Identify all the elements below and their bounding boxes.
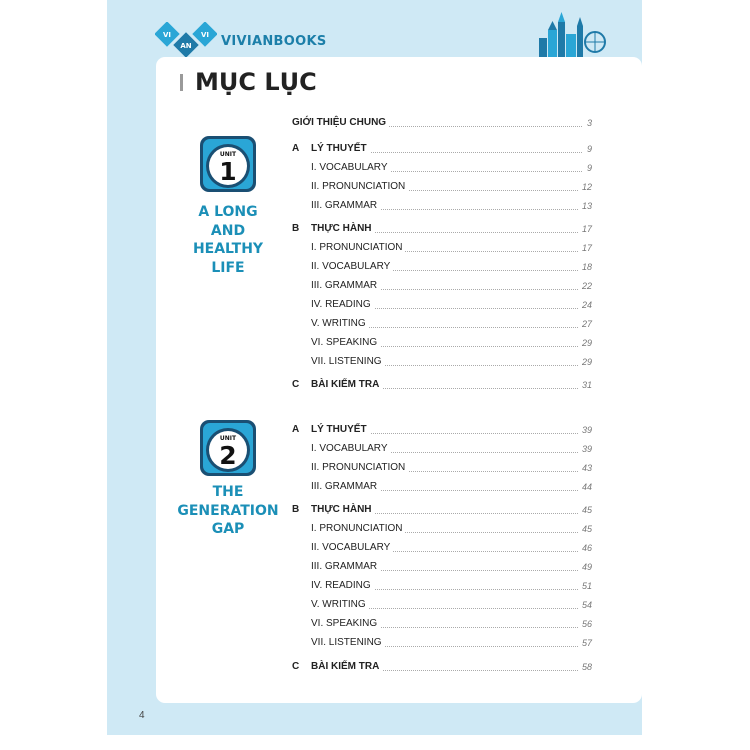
toc-entry-label: II. PRONUNCIATION — [311, 462, 408, 474]
toc-item-row[interactable] — [292, 599, 592, 611]
title-accent-bar — [180, 74, 183, 91]
unit-1-title-line: A LONG — [198, 204, 258, 220]
section-letter: B — [292, 223, 300, 234]
unit-1-number: 1 — [219, 157, 237, 186]
page-number: 4 — [139, 710, 145, 721]
toc-page-number: 3 — [584, 117, 592, 129]
toc-page-number: 57 — [579, 637, 592, 649]
toc-page-number: 56 — [579, 618, 592, 630]
logo-letters-3: VI — [200, 31, 210, 39]
toc-item-row[interactable] — [292, 181, 592, 193]
toc-entry-label: V. WRITING — [311, 318, 369, 330]
toc-page-number: 9 — [584, 143, 592, 155]
toc-page-number: 43 — [579, 462, 592, 474]
toc-entry-label: III. GRAMMAR — [311, 481, 380, 493]
unit-2-title — [168, 483, 288, 539]
toc-entry-label: II. PRONUNCIATION — [311, 181, 408, 193]
toc-page-number: 44 — [579, 481, 592, 493]
toc-entry-label: VI. SPEAKING — [311, 618, 380, 630]
toc-page-number: 51 — [579, 580, 592, 592]
toc-entry-label: VII. LISTENING — [311, 637, 385, 649]
unit-1-title-line: HEALTHY — [192, 241, 264, 257]
toc-item-row[interactable] — [292, 299, 592, 311]
toc-entry-label: THỰC HÀNH — [311, 223, 375, 235]
toc-entry-label: III. GRAMMAR — [311, 200, 380, 212]
toc-page-number: 31 — [579, 379, 592, 391]
toc-entry-label: BÀI KIỂM TRA — [311, 379, 382, 391]
toc-page-number: 29 — [579, 337, 592, 349]
toc-page-number: 39 — [579, 443, 592, 455]
toc-item-row[interactable] — [292, 162, 592, 174]
unit-2-label: UNIT — [219, 435, 237, 442]
toc-entry-label: II. VOCABULARY — [311, 261, 393, 273]
toc-section-row[interactable] — [292, 379, 592, 391]
section-letter: C — [292, 379, 300, 390]
toc-entry-label: THỰC HÀNH — [311, 504, 375, 516]
toc-item-row[interactable] — [292, 561, 592, 573]
toc-item-row[interactable] — [292, 356, 592, 368]
brand-name: VIVIANBOOKS — [221, 34, 327, 49]
toc-page-number: 29 — [579, 356, 592, 368]
toc-entry-label: I. VOCABULARY — [311, 162, 391, 174]
unit-2-number: 2 — [219, 441, 237, 470]
toc-entry-label: LÝ THUYẾT — [311, 424, 370, 436]
toc-item-row[interactable] — [292, 542, 592, 554]
logo-letters-2: AN — [180, 42, 192, 50]
unit-1-title-line: LIFE — [211, 259, 245, 276]
toc-entry-label: I. VOCABULARY — [311, 443, 391, 455]
toc-intro-row[interactable] — [292, 117, 592, 129]
toc-entry-label: I. PRONUNCIATION — [311, 523, 405, 535]
section-letter: B — [292, 504, 300, 515]
toc-item-row[interactable] — [292, 580, 592, 592]
unit-1-badge-icon — [200, 136, 256, 192]
toc-entry-label: VII. LISTENING — [311, 356, 385, 368]
toc-entry-label: IV. READING — [311, 299, 374, 311]
toc-page-number: 17 — [579, 242, 592, 254]
vivian-logo-icon — [155, 22, 217, 62]
toc-item-row[interactable] — [292, 318, 592, 330]
section-letter: C — [292, 661, 300, 672]
unit-2-badge-icon — [200, 420, 256, 476]
toc-item-row[interactable] — [292, 523, 592, 535]
toc-entry-label: LÝ THUYẾT — [311, 143, 370, 155]
toc-page-number: 49 — [579, 561, 592, 573]
unit-1-label: UNIT — [219, 151, 237, 158]
toc-entry-label: I. PRONUNCIATION — [311, 242, 405, 254]
toc-section-row[interactable] — [292, 661, 592, 673]
toc-entry-label: IV. READING — [311, 580, 374, 592]
unit-2-title-line: GENERATION — [177, 502, 279, 519]
toc-page-number: 58 — [579, 661, 592, 673]
toc-item-row[interactable] — [292, 261, 592, 273]
toc-page-number: 12 — [579, 181, 592, 193]
toc-entry-label: III. GRAMMAR — [311, 280, 380, 292]
toc-page-number: 9 — [584, 162, 592, 174]
toc-item-row[interactable] — [292, 637, 592, 649]
city-skyline-icon — [537, 12, 607, 62]
unit-2-title-line: THE — [212, 484, 244, 500]
toc-item-row[interactable] — [292, 481, 592, 493]
unit-2-title-line: GAP — [211, 521, 245, 537]
toc-section-row[interactable] — [292, 504, 592, 516]
toc-entry-label: II. VOCABULARY — [311, 542, 393, 554]
toc-entry-label: GIỚI THIỆU CHUNG — [292, 117, 389, 129]
logo-letters-1: VI — [162, 31, 172, 39]
section-letter: A — [292, 143, 300, 154]
toc-page-number: 45 — [579, 504, 592, 516]
toc-page-number: 45 — [579, 523, 592, 535]
unit-1-title — [168, 203, 288, 277]
toc-page-number: 27 — [579, 318, 592, 330]
toc-item-row[interactable] — [292, 462, 592, 474]
toc-page-number: 39 — [579, 424, 592, 436]
toc-item-row[interactable] — [292, 337, 592, 349]
toc-page-number: 17 — [579, 223, 592, 235]
unit-1-title-line: AND — [210, 222, 246, 239]
toc-item-row[interactable] — [292, 443, 592, 455]
toc-item-row[interactable] — [292, 200, 592, 212]
toc-entry-label: VI. SPEAKING — [311, 337, 380, 349]
toc-page-number: 22 — [579, 280, 592, 292]
toc-entry-label: III. GRAMMAR — [311, 561, 380, 573]
toc-page-number: 13 — [579, 200, 592, 212]
toc-section-row[interactable] — [292, 424, 592, 436]
toc-item-row[interactable] — [292, 242, 592, 254]
toc-section-row[interactable] — [292, 143, 592, 155]
toc-item-row[interactable] — [292, 280, 592, 292]
toc-page-number: 18 — [579, 261, 592, 273]
toc-entry-label: BÀI KIỂM TRA — [311, 661, 382, 673]
toc-entry-label: V. WRITING — [311, 599, 369, 611]
page-title: MỤC LỤC — [195, 68, 317, 96]
toc-page-number: 24 — [579, 299, 592, 311]
toc-page-number: 54 — [579, 599, 592, 611]
toc-item-row[interactable] — [292, 618, 592, 630]
toc-page-number: 46 — [579, 542, 592, 554]
toc-section-row[interactable] — [292, 223, 592, 235]
section-letter: A — [292, 424, 300, 435]
